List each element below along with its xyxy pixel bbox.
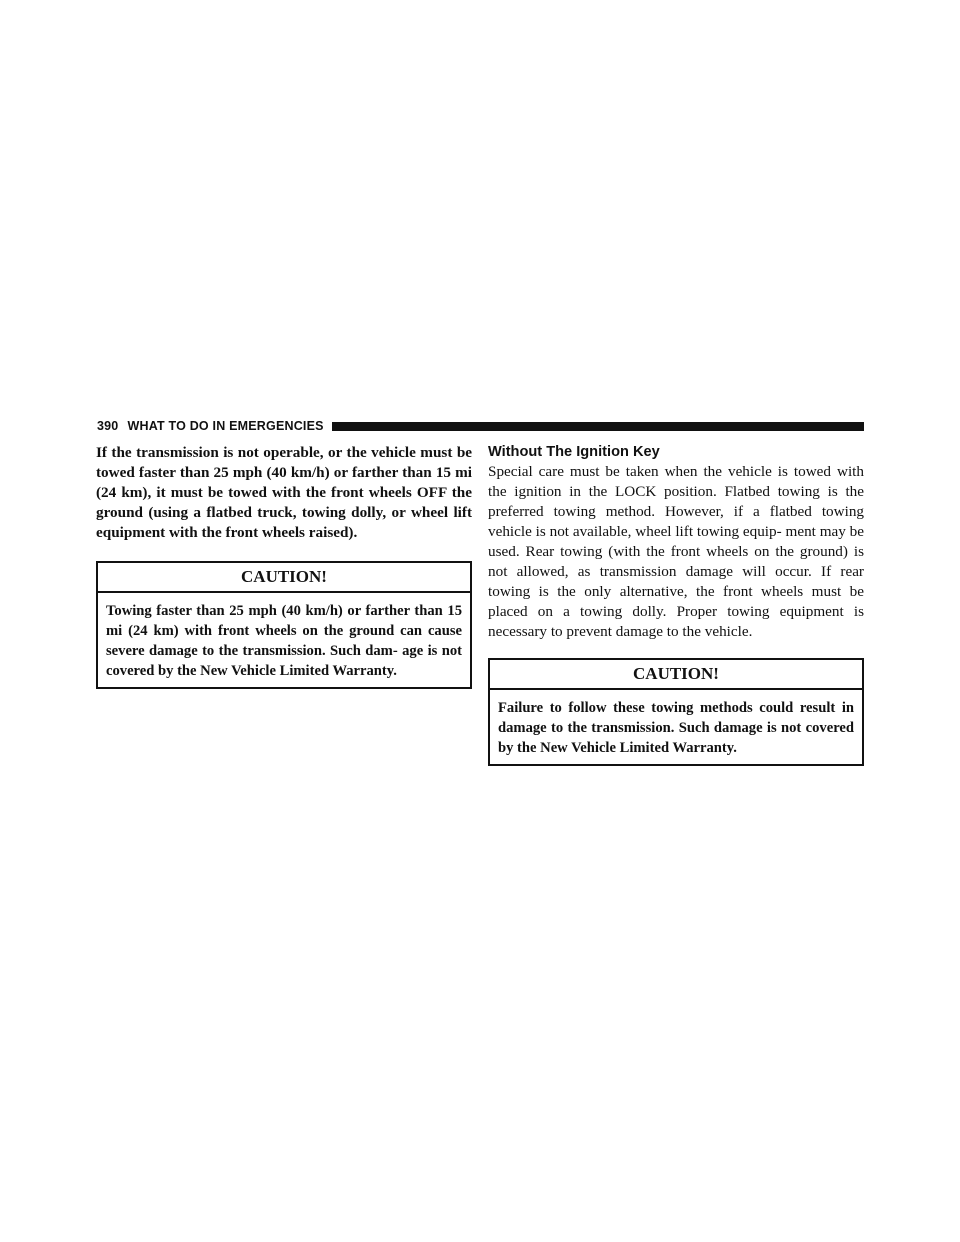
text-line: cause severe damage to the transmission. Such dam- — [106, 623, 462, 659]
text-line: the ground (using a flatbed truck, towing dolly, or — [96, 484, 472, 521]
left-column — [96, 443, 472, 689]
text-line: ment may be used. Rear towing (with the front wheels on — [488, 523, 865, 560]
body-paragraph — [488, 462, 864, 642]
caution-title: CAUTION! — [490, 660, 862, 690]
text-line: the ground) is not allowed, as transmission damage will — [488, 543, 864, 580]
text-line: If the transmission is not operable, or the vehicle must — [96, 444, 453, 461]
text-line: equipment is necessary to prevent damage to the vehicle. — [488, 603, 864, 640]
text-line: occur. If rear towing is the only alternative, the front — [488, 563, 864, 600]
header-rule — [332, 422, 864, 431]
text-line: wheel lift equipment with the front wheels raised). — [96, 504, 473, 541]
text-line: towing vehicle is not available, wheel lift towing equip- — [488, 503, 865, 540]
text-line: 15 mi (24 km) with front wheels on the ground can — [106, 603, 462, 639]
page-header — [97, 417, 864, 435]
section-title: WHAT TO DO IN EMERGENCIES — [127, 419, 324, 433]
text-line: be towed faster than 25 mph (40 km/h) or farther than 15 — [96, 444, 472, 481]
text-line: with the ignition in the LOCK position. Flatbed towing is — [488, 463, 864, 500]
page-number: 390 — [97, 419, 119, 433]
section-heading: Without The Ignition Key — [488, 444, 660, 460]
intro-paragraph — [96, 443, 472, 543]
text-line: mi (24 km), it must be towed with the front wheels OFF — [96, 464, 473, 501]
text-line: Warranty. — [332, 663, 397, 679]
text-line: the preferred towing method. However, if a flatbed — [488, 483, 864, 520]
caution-text — [98, 593, 470, 687]
caution-box — [96, 561, 472, 689]
text-line: Special care must be taken when the vehicle is towed — [488, 463, 832, 480]
text-line: Failure to follow these towing methods could result — [498, 700, 836, 716]
caution-title: CAUTION! — [98, 563, 470, 593]
text-line: Towing faster than 25 mph (40 km/h) or farther than — [106, 603, 443, 619]
caution-box — [488, 658, 864, 766]
text-line: age is not covered by the New Vehicle Limited — [106, 643, 463, 679]
text-line: in damage to the transmission. Such damage is not — [498, 700, 854, 736]
right-column — [488, 443, 864, 766]
text-line: wheels must be placed on a towing dolly. Proper towing — [488, 583, 865, 620]
text-line: covered by the New Vehicle Limited Warranty. — [498, 720, 854, 756]
caution-text — [490, 690, 862, 764]
